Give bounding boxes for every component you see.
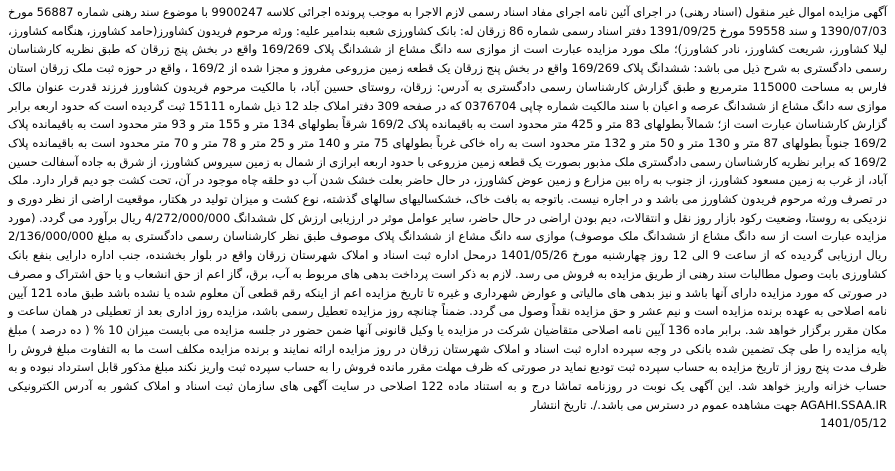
auction-notice-body: آگهی مزایده اموال غیر منقول (اسناد رهنی) در اجرای آئین نامه اجرای مفاد اسناد رسمی لازم الاجرا به موجب پرونده اجرائی کلاسه 9900247 با موضوع سند رهنی شماره 56887 مورخ 1390/07/03 و سند 59558 مورخ 1391/09/25 دفتر اسناد رسمی شماره 86 زرقان له: بانک کشاورزی شعبه بندامیر علیه: ورثه مرحوم فریدون کشاورز(حامد کشاورز، هنگامه کشاورز، لیلا کشاورز، شریعت کشاورز، نادر کشاورز)؛ ملک مورد مزایده عبارت است از موازی سه دانگ مشاع از ششدانگ پلاک 169/269 واقع در بخش پنج زرقان که طبق نظریه کارشناسان رسمی دادگستری به شرح ذیل می باشد: ششدانگ پلاک 169/269 واقع در بخش پنج زرقان یک قطعه زمین مزروعی مفروز و مجزا شده از 169/2 ، واقع در حوزه ثبت ملک زرقان استان فارس به مساحت 115000 مترمربع و طبق گزارش کارشناسان رسمی دادگستری به آدرس: زرقان، روستای حسین آباد، با مالکیت مرحوم فریدون کشاورز فرزند قدرت عنوان مالک موازی سه دانگ مشاع از ششدانگ عرصه و اعیان با سند مالکیت شماره چاپی 0376704 که در صفحه 309 دفتر املاک جلد 12 ذیل شماره 15111 ثبت گردیده است که حدود اربعه برابر گزارش کارشناسان عبارت است از؛ شمالاً بطولهای 83 متر و 425 متر محدود است به باقیمانده پلاک 169/2 شرقاً بطولهای 134 متر و 155 متر و 93 متر محدود است به باقیمانده پلاک 169/2 جنوباً بطولهای 87 متر و 130 متر و 50 متر و 132 متر محدود است به راه خاکی غرباً بطولهای 75 متر و 140 متر و 25 متر و 78 متر و 70 متر محدود است به باقیمانده پلاک 169/2 که برابر نظریه کارشناسان رسمی دادگستری ملک مذبور بصورت یک قطعه زمین مزروعی با حدود اربعه ابرازی از شمال به زمین سیروس کشاورز، از شرق به جاده آسفالت حسین آباد، از غرب به زمین مسعود کشاورز، از جنوب به راه بین مزارع و زمین عوض کشاورز، در حال حاضر بعلت خشک شدن آب دو حلقه چاه موجود در آن، تحت کشت جو دیم قرار دارد. ملک در تصرف ورثه مرحوم فریدون کشاورز می باشد و در اجاره نیست. باتوجه به بافت خاک، خشکسالیهای سالهای گذشته، نوع کشت و میزان تولید در هکتار، موقعیت اراضی از نظر دوری و نزدیکی به روستا، وضعیت رکود بازار روز نقل و انتقالات، دیم بودن اراضی در حال حاضر، سایر عوامل موثر در ارزیابی ارزش کل ششدانگ 4/272/000/000 ریال برآورد می گردد. (مورد مزایده عبارت است از سه دانگ مشاع از ششدانگ ملک موصوف) موازی سه دانگ مشاع از ششدانگ پلاک موصوف طبق نظر کارشناسان رسمی دادگستری به مبلغ 2/136/000/000 ریال ارزیابی گردیده که از ساعت 9 الی 12 روز چهارشنبه مورخ 1401/05/26 درمحل اداره ثبت اسناد و املاک شهرستان زرقان واقع در بلوار بخشنده، جنب اداره دارایی بنفع بانک کشاورزی بابت وصول مطالبات سند رهنی از طریق مزایده به فروش می رسد. لازم به ذکر است پرداخت بدهی های مربوط به آب، برق، گاز اعم از حق انشعاب و یا حق اشتراک و مصرف در صورتی که مورد مزایده دارای آنها باشد و نیز بدهی های مالیاتی و عوارض شهرداری و غیره تا تاریخ مزایده اعم از اینکه رقم قطعی آن معلوم شده یا نشده باشد طبق ماده 121 آیین نامه اصلاحی به عهده برنده مزایده است و نیم عشر و حق مزایده نقداً وصول می گردد. ضمناً چنانچه روز مزایده تعطیل رسمی باشد، مزایده روز اداری بعد از تعطیلی در همان ساعت و مکان مقرر برگزار خواهد شد. برابر ماده 136 آیین نامه اصلاحی متقاضیان شرکت در مزایده یا وکیل قانونی آنها ضمن حضور در جلسه مزایده می بایست میزان 10 % ( ده درصد ) مبلغ پایه مزایده را طی چک تضمین شده بانکی در وجه سپرده اداره ثبت اسناد و املاک شهرستان زرقان در روز مزایده ارائه نمایند و برنده مزایده مکلف است ما به التفاوت مبلغ فروش را ظرف مدت پنج روز از تاریخ مزایده به حساب سپرده ثبت تودیع نماید در صورتی که ظرف مهلت مقرر مانده فروش را به حساب سپرده ثبت واریز نکند مبلغ مذکور قابل استرداد نبوده و به حساب خزانه واریز خواهد شد. این آگهی یک نوبت در روزنامه تماشا درج و به استناد ماده 122 اصلاحی در سایت آگهی های سازمان ثبت اسناد و املاک کشور به آدرس الکترونیکی AGAHI.SSAA.IR جهت مشاهده عموم در دسترس می باشد./. تاریخ انتشار xyxy=(8,5,888,412)
publish-date: 1401/05/12 xyxy=(820,416,887,431)
